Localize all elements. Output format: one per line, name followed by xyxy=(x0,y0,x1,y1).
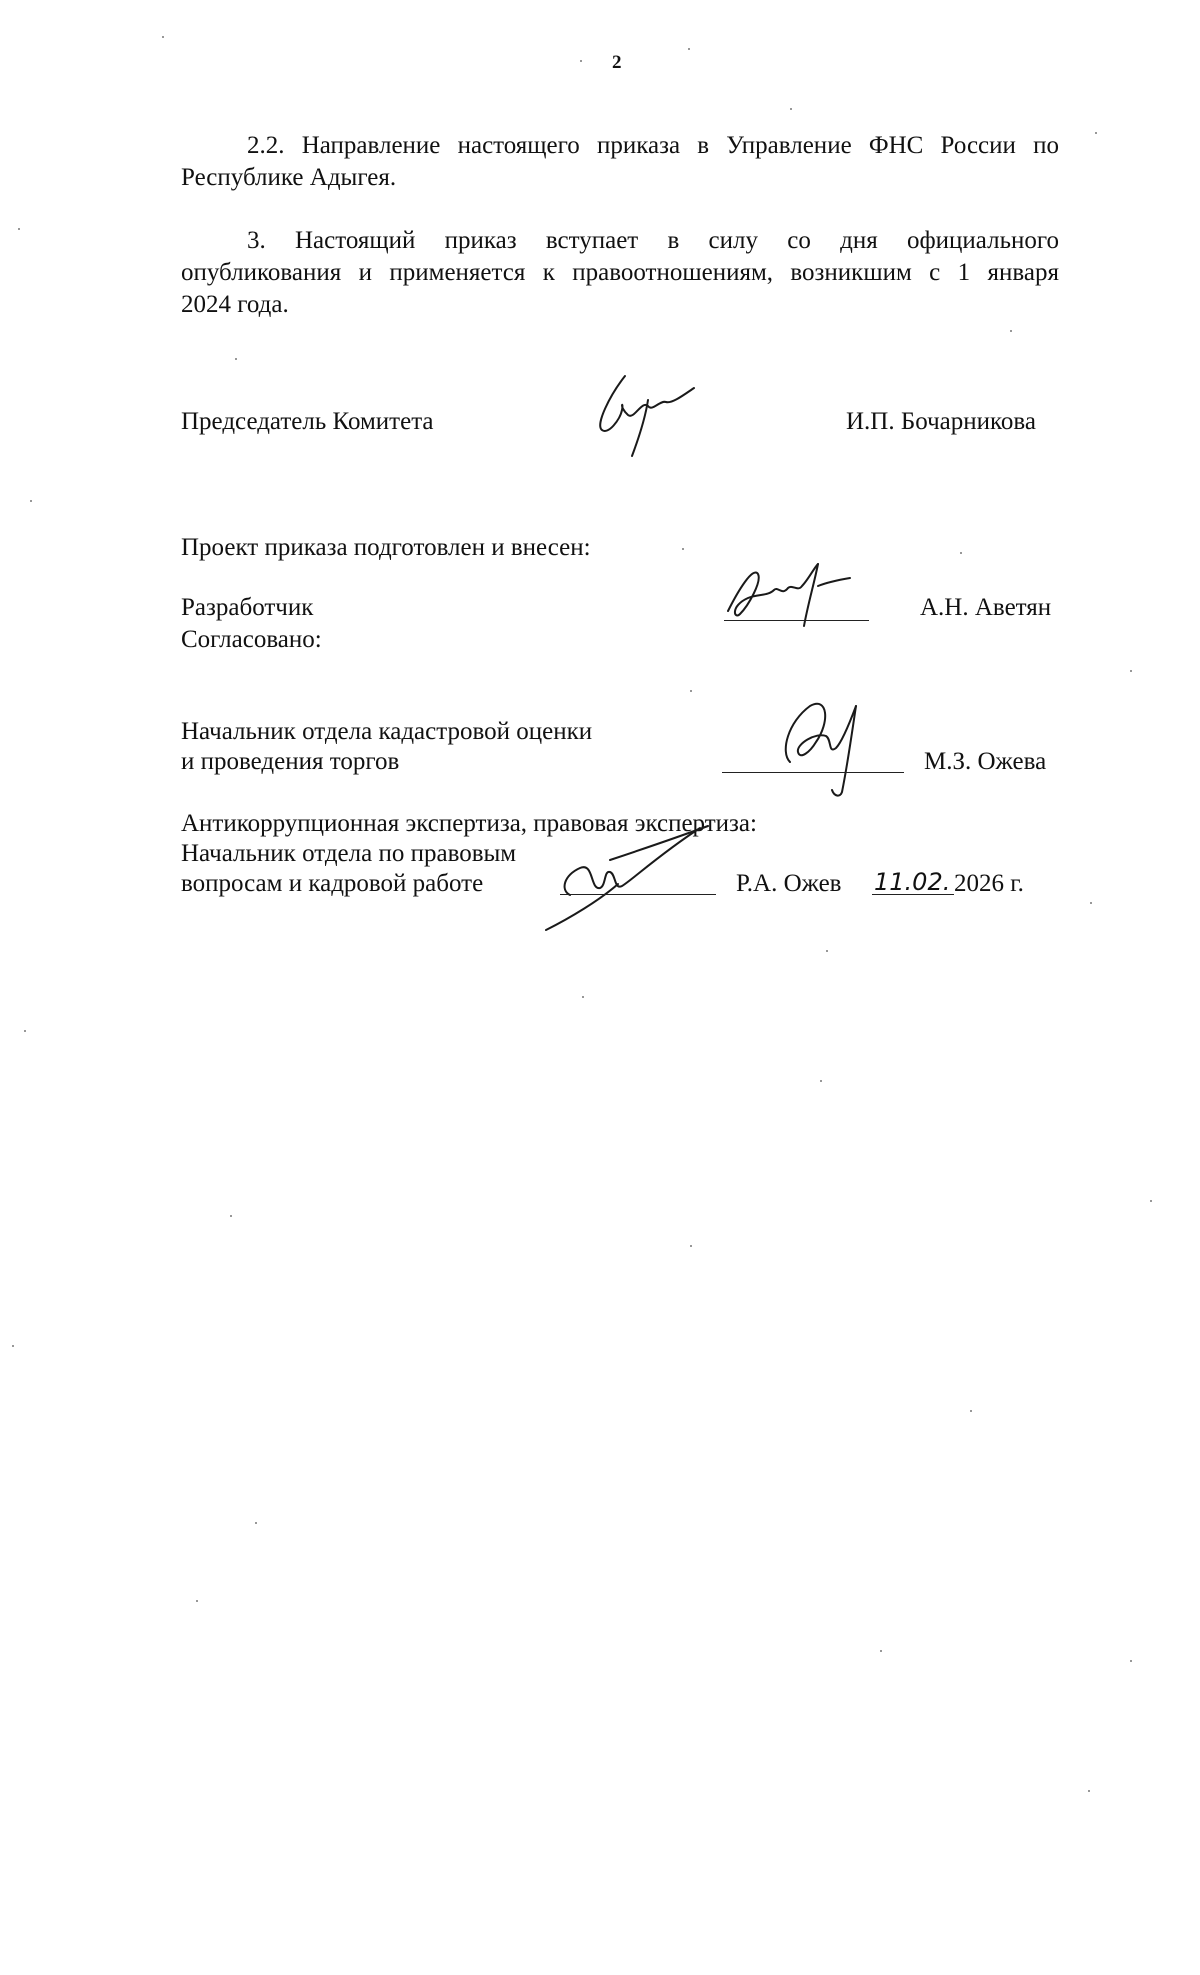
cadastral-signature-icon xyxy=(770,692,880,802)
legal-signature-line xyxy=(560,894,716,895)
cadastral-signature-line xyxy=(722,772,904,773)
prepared-label: Проект приказа подготовлен и внесен: xyxy=(181,534,591,561)
chair-title: Председатель Комитета xyxy=(181,408,434,435)
legal-date-handwritten: 11.02. xyxy=(874,868,951,896)
legal-date-suffix: 2026 г. xyxy=(954,870,1024,897)
paragraph-3-line-3: 2024 года. xyxy=(181,291,289,318)
paragraph-2-2 xyxy=(181,130,1059,194)
developer-signature-line xyxy=(724,620,869,621)
paragraph-2-2-line-2: Республике Адыгея. xyxy=(181,164,397,191)
expertise-label: Антикоррупционная экспертиза, правовая экспертиза: xyxy=(181,810,757,837)
developer-name: А.Н. Аветян xyxy=(920,594,1052,621)
legal-title-line-1: Начальник отдела по правовым xyxy=(181,840,517,867)
paragraph-3 xyxy=(181,225,1059,321)
agreed-label: Согласовано: xyxy=(181,626,322,653)
legal-signature-icon xyxy=(540,820,720,930)
legal-name: Р.А. Ожев xyxy=(736,870,842,897)
paragraph-3-line-1: 3. Настоящий приказ вступает в силу со дня официального xyxy=(247,227,1059,254)
developer-label: Разработчик xyxy=(181,594,314,621)
developer-signature-icon xyxy=(718,556,868,636)
chair-signature-icon xyxy=(590,370,700,460)
cadastral-title-line-1: Начальник отдела кадастровой оценки xyxy=(181,718,593,745)
paragraph-2-2-line-1: 2.2. Направление настоящего приказа в Управление ФНС России по xyxy=(247,132,1059,159)
paragraph-3-line-2: опубликования и применяется к правоотношениям, возникшим с 1 января xyxy=(181,259,1059,286)
chair-name: И.П. Бочарникова xyxy=(846,408,1036,435)
page-number: 2 xyxy=(612,52,622,73)
cadastral-name: М.З. Ожева xyxy=(924,748,1047,775)
cadastral-title-line-2: и проведения торгов xyxy=(181,748,400,775)
legal-date-line xyxy=(872,894,954,895)
legal-title-line-2: вопросам и кадровой работе xyxy=(181,870,484,897)
